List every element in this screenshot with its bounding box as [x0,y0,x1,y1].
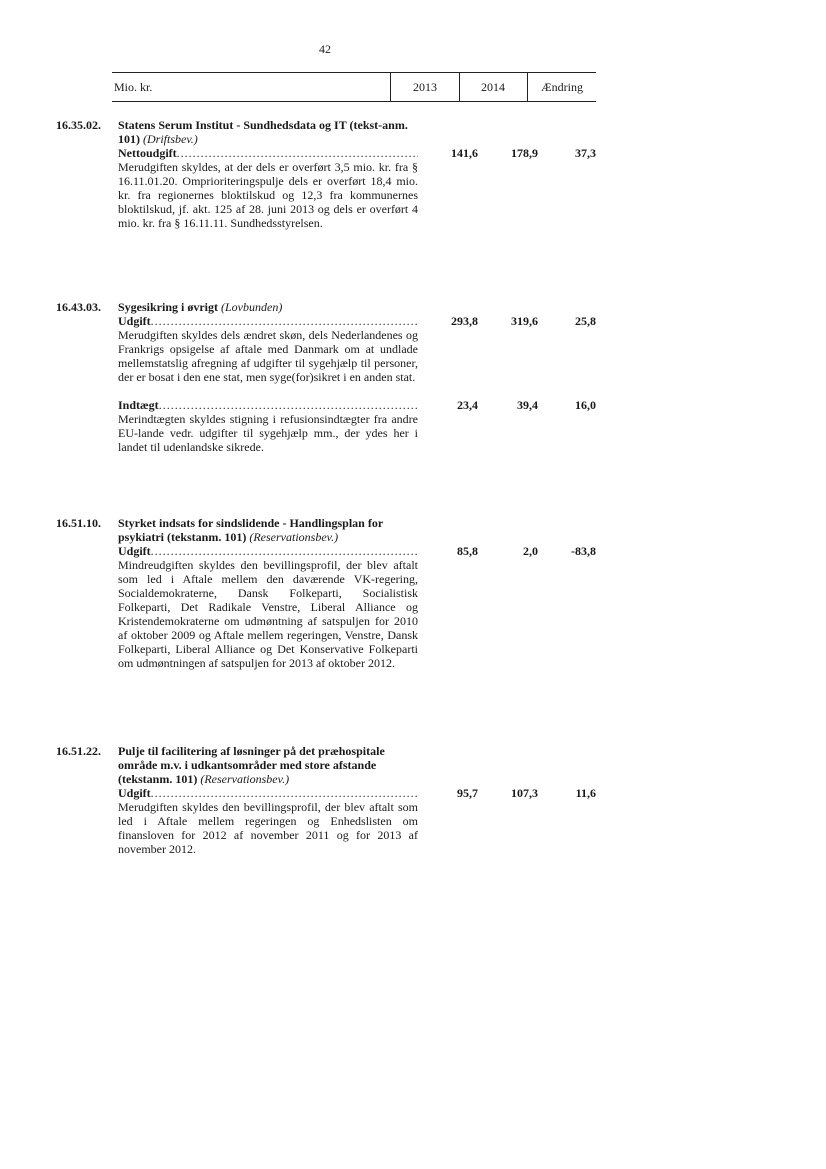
entry-title: Styrket indsats for sindslidende - Handlingsplan for psykiatri (tekstanm. 101) (Reservationsbev.) [118,516,383,544]
budget-entry [56,118,596,230]
value-change: 25,8 [575,314,596,328]
value-2013: 95,7 [457,786,478,800]
entry-code: 16.51.22. [56,744,101,758]
entry-code: 16.43.03. [56,300,101,314]
value-2014: 2,0 [523,544,538,558]
entry-code: 16.51.10. [56,516,101,530]
entry-kind: Nettoudgift ..... 141,6 178,9 37,3 [118,146,418,160]
entry-kind: Udgift ..... 85,8 2,0 -83,8 [118,544,418,558]
entry-title: Sygesikring i øvrigt (Lovbunden) [118,300,283,314]
value-change: -83,8 [571,544,596,558]
table-header [112,72,596,102]
entry-description: Merudgiften skyldes den bevillingsprofil, der blev aftalt som led i Aftale mellem regeringen og Enhedslisten om finansloven for 2012 af november 2011 og for 2013 af november 2012. [118,800,418,856]
column-header-2014: 2014 [459,73,528,101]
value-2014: 319,6 [511,314,538,328]
budget-entry [56,744,596,856]
value-2013: 85,8 [457,544,478,558]
page-number: 42 [319,42,331,56]
entry-title: Statens Serum Institut - Sundhedsdata og IT (tekst-anm. 101) (Driftsbev.) [118,118,408,146]
entry-description: Mindreudgiften skyldes den bevillingsprofil, der blev aftalt som led i Aftale mellem den daværende VK-regering, Socialdemokraterne, Dansk Folkeparti, Socialistisk Folkeparti, Det Radikale Venstre, Liberal Alliance og Kristendemokraterne om udmøntning af satspuljen for 2010 af oktober 2009 og Aftale mellem regeringen, Venstre, Dansk Folkeparti, Liberal Alliance og Det Konservative Folkeparti om udmøntningen af satspuljen for 2013 af oktober 2012. [118,558,418,670]
entry-kind: Indtægt ..... 23,4 39,4 16,0 [118,398,418,412]
budget-entry [56,516,596,670]
budget-entry [56,300,596,454]
value-2014: 107,3 [511,786,538,800]
entry-title: Pulje til facilitering af løsninger på det præhospitale område m.v. i udkantsområder med store afstande (tekstanm. 101) (Reservationsbev.) [118,744,385,786]
value-2013: 293,8 [451,314,478,328]
value-2013: 141,6 [451,146,478,160]
entry-kind: Udgift ..... 293,8 319,6 25,8 [118,314,418,328]
entry-description: Merudgiften skyldes, at der dels er overført 3,5 mio. kr. fra § 16.11.01.20. Omprioriteringspulje dels er overført 18,4 mio. kr. fra regionernes bloktilskud og 12,3 fra kommunernes bloktilskud, jf. akt. 125 af 28. juni 2013 og dels er overført 4 mio. kr. fra § 16.11.11. Sundhedsstyrelsen. [118,160,418,230]
value-change: 16,0 [575,398,596,412]
unit-label: Mio. kr. [114,80,153,94]
value-change: 11,6 [575,786,596,800]
value-2014: 178,9 [511,146,538,160]
entry-code: 16.35.02. [56,118,101,132]
column-header-2013: 2013 [390,73,460,101]
value-2013: 23,4 [457,398,478,412]
column-header-change: Ændring [541,80,583,94]
value-change: 37,3 [575,146,596,160]
entry-description: Merindtægten skyldes stigning i refusionsindtægter fra andre EU-lande vedr. udgifter til sygehjælp mm., der ydes her i landet til udenlandske sikrede. [118,412,418,454]
entry-kind: Udgift ..... 95,7 107,3 11,6 [118,786,418,800]
value-2014: 39,4 [517,398,538,412]
entry-description: Merudgiften skyldes dels ændret skøn, dels Nederlandenes og Frankrigs opsigelse af aftale med Danmark om at undlade mellemstatslig afregning af udgifter til sygehjælp til personer, der er bosat i den ene stat, men syge(for)sikret i en anden stat. [118,328,418,384]
